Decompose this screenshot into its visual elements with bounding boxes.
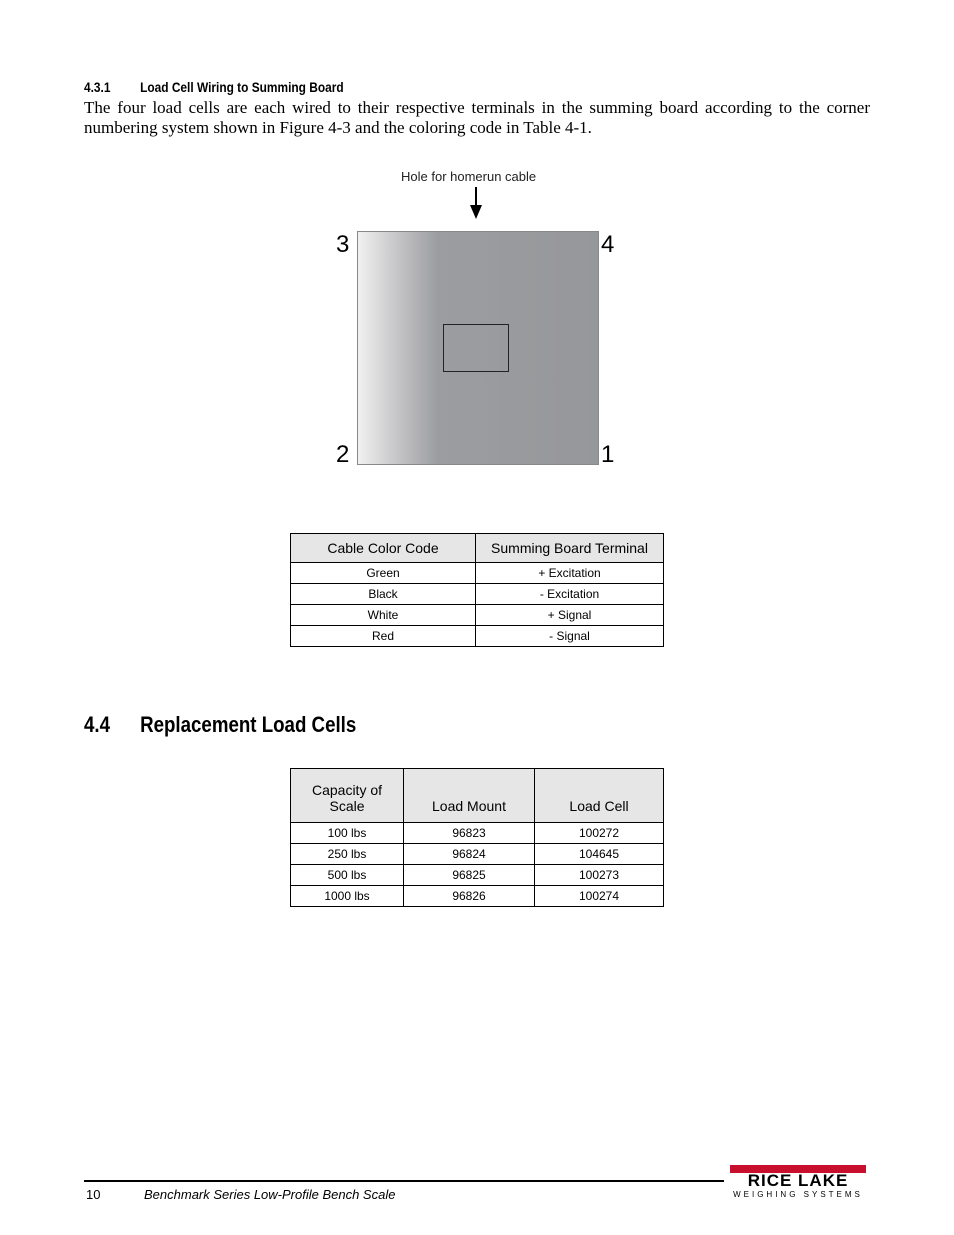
table-cell: 500 lbs [291, 865, 404, 886]
document-title: Benchmark Series Low-Profile Bench Scale [144, 1187, 396, 1202]
replacement-number: 4.4 [84, 712, 111, 737]
corner-label-bottom-right: 1 [601, 441, 615, 468]
rice-lake-logo [730, 1165, 866, 1199]
table-cell: 100274 [535, 886, 664, 907]
table-cell: + Excitation [476, 563, 664, 584]
corner-label-bottom-left: 2 [336, 441, 350, 468]
table-cell: - Signal [476, 626, 664, 647]
table-row [291, 823, 664, 844]
table-cell: 100 lbs [291, 823, 404, 844]
table-row [291, 865, 664, 886]
corner-label-top-right: 4 [601, 231, 615, 258]
table-row [291, 886, 664, 907]
column-header: Load Cell [535, 769, 664, 823]
table-cell: 1000 lbs [291, 886, 404, 907]
column-header: Load Mount [404, 769, 535, 823]
table-row [291, 563, 664, 584]
section-heading [84, 79, 344, 95]
table-cell: + Signal [476, 605, 664, 626]
table-cell: 96823 [404, 823, 535, 844]
replacement-heading [84, 712, 356, 738]
column-header: Cable Color Code [291, 534, 476, 563]
table-row [291, 605, 664, 626]
section-body-text: The four load cells are each wired to their respective terminals in the summing board according to the corner numbering system shown in Figure 4-3 and the coloring code in Table 4-1. [84, 98, 870, 137]
table-row [291, 626, 664, 647]
corner-label-top-left: 3 [336, 231, 350, 258]
table-row [291, 584, 664, 605]
table-cell: 104645 [535, 844, 664, 865]
arrow-head-icon [470, 205, 482, 219]
table-cell: 100272 [535, 823, 664, 844]
table-cell: 96824 [404, 844, 535, 865]
table-cell: Green [291, 563, 476, 584]
replacement-load-cells-table [290, 768, 664, 907]
table-cell: 100273 [535, 865, 664, 886]
replacement-title: Replacement Load Cells [140, 712, 357, 737]
footer-divider [84, 1180, 724, 1182]
column-header: Summing Board Terminal [476, 534, 664, 563]
table-cell: 250 lbs [291, 844, 404, 865]
arrow-down-icon [475, 187, 477, 207]
table-cell: 96826 [404, 886, 535, 907]
logo-tagline: WEIGHING SYSTEMS [733, 1190, 863, 1199]
section-title: Load Cell Wiring to Summing Board [140, 79, 344, 95]
logo-wordmark: RICE LAKE [747, 1171, 849, 1190]
table-cell: - Excitation [476, 584, 664, 605]
section-number: 4.3.1 [84, 79, 111, 95]
table-row [291, 844, 664, 865]
table-cell: Red [291, 626, 476, 647]
page-number: 10 [86, 1187, 101, 1202]
table-cell: Black [291, 584, 476, 605]
table-cell: White [291, 605, 476, 626]
table-cell: 96825 [404, 865, 535, 886]
cable-color-table [290, 533, 664, 647]
board-center-slot [443, 324, 509, 372]
figure-caption: Hole for homerun cable [401, 169, 537, 184]
column-header: Capacity of Scale [291, 769, 404, 823]
